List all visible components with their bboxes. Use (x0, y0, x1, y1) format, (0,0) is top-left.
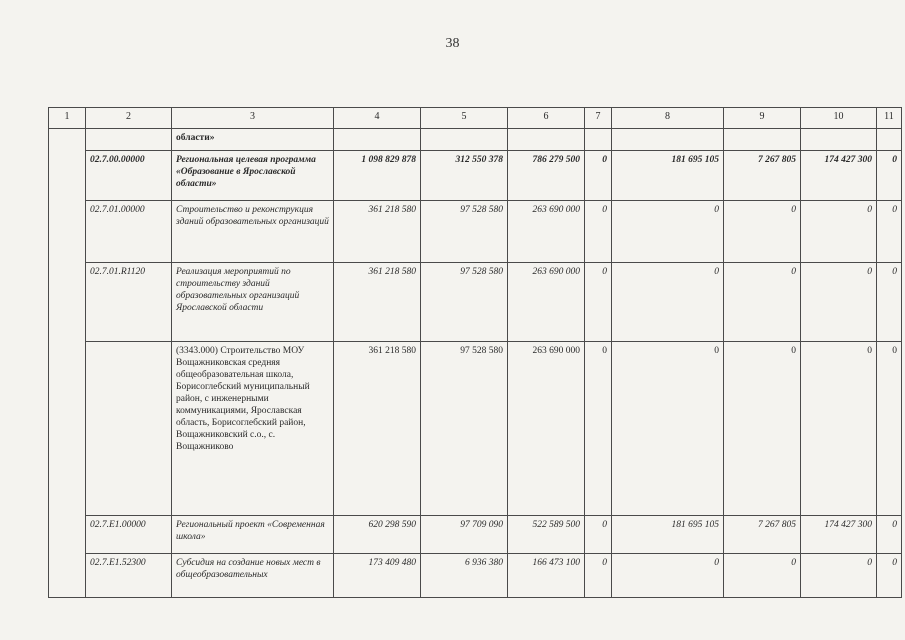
amount-col5: 97 528 580 (421, 342, 508, 516)
amount-col10: 174 427 300 (801, 151, 877, 201)
budget-code: 02.7.01.00000 (86, 201, 172, 263)
amount-col7: 0 (585, 342, 612, 516)
amount-col8: 0 (612, 554, 724, 598)
amount-col8: 0 (612, 263, 724, 342)
amount-col7: 0 (585, 151, 612, 201)
amount-col11: 0 (877, 201, 902, 263)
header-cell: 5 (421, 108, 508, 129)
amount-col6: 166 473 100 (508, 554, 585, 598)
amount-col11: 0 (877, 151, 902, 201)
header-cell: 2 (86, 108, 172, 129)
amount-col10: 0 (801, 263, 877, 342)
item-name: Реализация мероприятий по строительству зданий образовательных организаций Ярославской области (172, 263, 334, 342)
amount-col6: 263 690 000 (508, 342, 585, 516)
budget-code: 02.7.E1.00000 (86, 516, 172, 554)
amount-col10: 0 (801, 201, 877, 263)
amount-col11: 0 (877, 263, 902, 342)
amount-col8: 181 695 105 (612, 516, 724, 554)
amount-col5: 312 550 378 (421, 151, 508, 201)
amount-col7: 0 (585, 201, 612, 263)
header-cell: 7 (585, 108, 612, 129)
budget-table (48, 107, 902, 598)
row-number-cell (49, 129, 86, 598)
header-cell: 1 (49, 108, 86, 129)
amount-col9: 0 (724, 201, 801, 263)
header-cell: 4 (334, 108, 421, 129)
continuation-row (49, 129, 902, 151)
amount-col5: 97 709 090 (421, 516, 508, 554)
amount-col10: 0 (801, 554, 877, 598)
amount-col6: 263 690 000 (508, 201, 585, 263)
amount-total: 361 218 580 (334, 263, 421, 342)
amount-col6: 522 589 500 (508, 516, 585, 554)
amount-col7: 0 (585, 554, 612, 598)
amount-total: 361 218 580 (334, 201, 421, 263)
column-number-header-row (49, 108, 902, 129)
header-cell: 10 (801, 108, 877, 129)
continuation-text: области» (172, 129, 334, 151)
amount-col9: 0 (724, 554, 801, 598)
header-cell: 6 (508, 108, 585, 129)
amount-col11: 0 (877, 342, 902, 516)
amount-total: 361 218 580 (334, 342, 421, 516)
header-cell: 3 (172, 108, 334, 129)
header-cell: 8 (612, 108, 724, 129)
amount-col9: 0 (724, 342, 801, 516)
table-row (49, 516, 902, 554)
code-cell (86, 129, 172, 151)
amount-total: 173 409 480 (334, 554, 421, 598)
item-name: Региональная целевая программа «Образование в Ярославской области» (172, 151, 334, 201)
amount-col9: 7 267 805 (724, 516, 801, 554)
table-row (49, 201, 902, 263)
amount-total: 1 098 829 878 (334, 151, 421, 201)
amount-col10: 174 427 300 (801, 516, 877, 554)
amount-col9: 7 267 805 (724, 151, 801, 201)
table-row (49, 151, 902, 201)
amount-col7: 0 (585, 516, 612, 554)
amount-total: 620 298 590 (334, 516, 421, 554)
item-name: Строительство и реконструкция зданий образовательных организаций (172, 201, 334, 263)
amount-col8: 0 (612, 342, 724, 516)
header-cell: 11 (877, 108, 902, 129)
table-row (49, 342, 902, 516)
item-name: (3343.000) Строительство МОУ Вощажниковская средняя общеобразовательная школа, Борисоглебский муниципальный район, с инженерными коммуникациями, Ярославская область, Борисоглебский район, Вощажниковский с.о., с. Вощажниково (172, 342, 334, 516)
amount-col9: 0 (724, 263, 801, 342)
amount-col5: 6 936 380 (421, 554, 508, 598)
amount-col6: 786 279 500 (508, 151, 585, 201)
item-name: Субсидия на создание новых мест в общеобразовательных (172, 554, 334, 598)
amount-col8: 0 (612, 201, 724, 263)
amount-col11: 0 (877, 516, 902, 554)
amount-col5: 97 528 580 (421, 201, 508, 263)
budget-code: 02.7.01.R1120 (86, 263, 172, 342)
item-name: Региональный проект «Современная школа» (172, 516, 334, 554)
header-cell: 9 (724, 108, 801, 129)
budget-code (86, 342, 172, 516)
table-row (49, 554, 902, 598)
table-row (49, 263, 902, 342)
budget-code: 02.7.00.00000 (86, 151, 172, 201)
amount-col10: 0 (801, 342, 877, 516)
budget-code: 02.7.E1.52300 (86, 554, 172, 598)
amount-col5: 97 528 580 (421, 263, 508, 342)
amount-col6: 263 690 000 (508, 263, 585, 342)
amount-col11: 0 (877, 554, 902, 598)
page-number: 38 (445, 36, 460, 51)
amount-col8: 181 695 105 (612, 151, 724, 201)
amount-col7: 0 (585, 263, 612, 342)
